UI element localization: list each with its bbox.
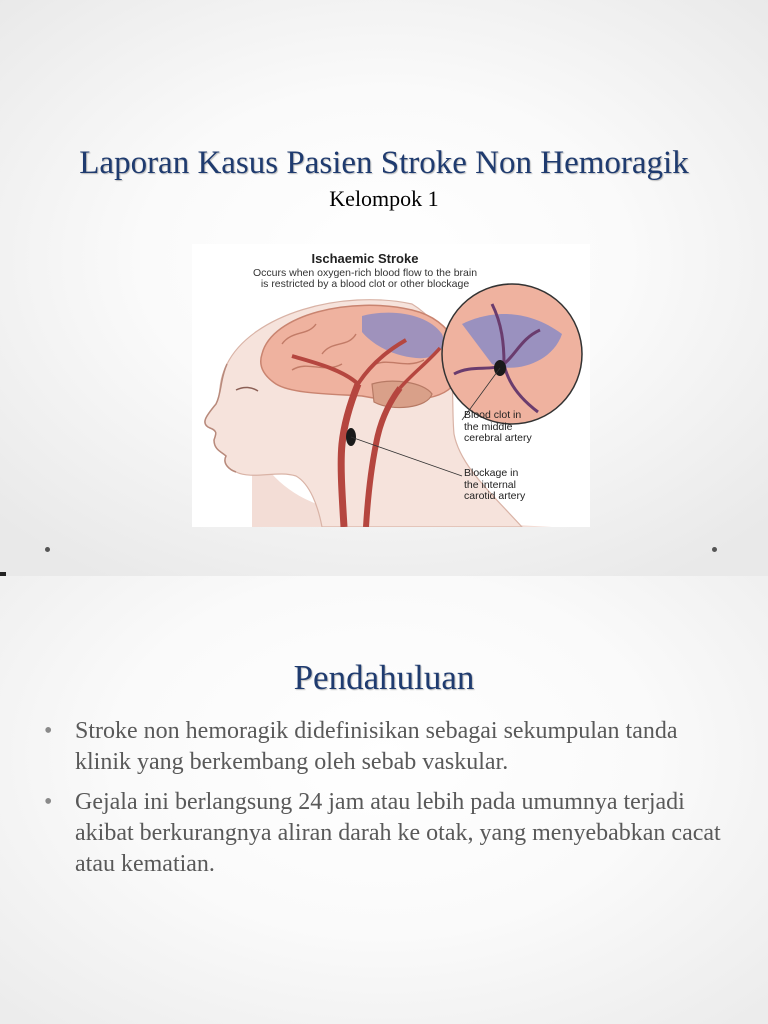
bullet-glyph: • (44, 789, 53, 815)
figure-caption-line-1: Occurs when oxygen-rich blood flow to the brain (252, 267, 478, 279)
slide-1-subtitle: Kelompok 1 (329, 186, 439, 211)
blockage-label: Blockage in the internal carotid artery (464, 467, 526, 502)
slide-2 (0, 576, 768, 1024)
bullet-glyph: • (44, 718, 53, 744)
figure-caption-line-2: is restricted by a blood clot or other blockage (260, 278, 470, 290)
ischaemic-stroke-illustration (192, 244, 590, 527)
slide-2-title: Pendahuluan (293, 658, 475, 697)
figure-title: Ischaemic Stroke (311, 251, 419, 266)
slide-1-right-dot (712, 547, 717, 552)
bullet-item (44, 716, 734, 778)
clot-label: Blood clot in the middle cerebral artery (464, 409, 532, 444)
slide-1-left-dot (45, 547, 50, 552)
slide-1-title: Laporan Kasus Pasien Stroke Non Hemoragik (79, 145, 689, 181)
bullet-text: Stroke non hemoragik didefinisikan sebagai sekumpulan tanda klinik yang berkembang oleh sebab vaskular. (75, 718, 678, 775)
bullet-item (44, 787, 734, 880)
bullet-text: Gejala ini berlangsung 24 jam atau lebih pada umumnya terjadi akibat berkurangnya aliran darah ke otak, yang menyebabkan cacat atau kematian. (75, 789, 721, 877)
head-anatomy-drawing (192, 244, 590, 527)
bullet-list (44, 716, 734, 889)
